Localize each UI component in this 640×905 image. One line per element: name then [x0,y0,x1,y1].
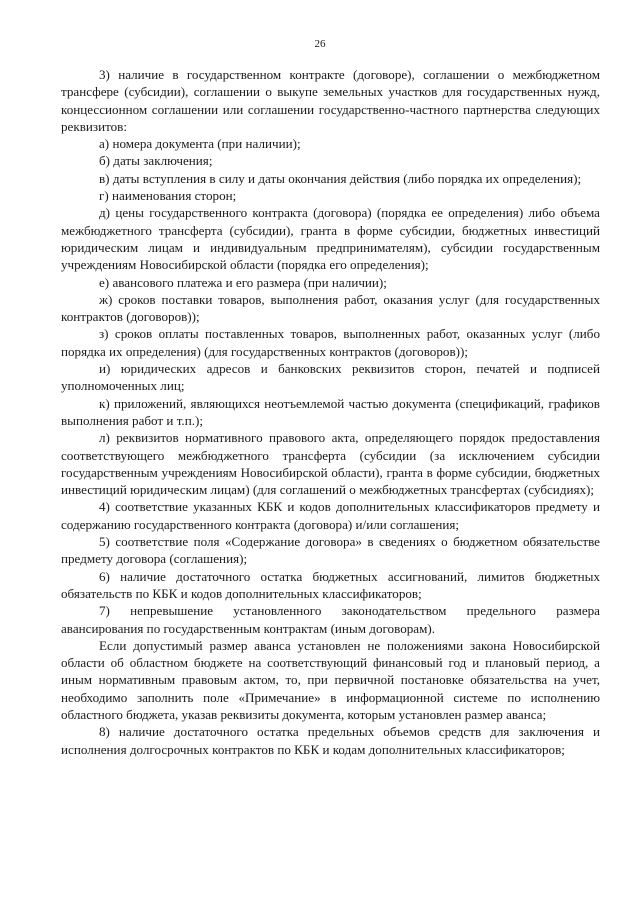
paragraph-subitem-l: л) реквизитов нормативного правового акта, определяющего порядок предоставления соответствующего межбюджетного трансферта (субсидии (за исключением субсидии государственным учреждениям Новосибирской области), гранта в форме субсидии, бюджетных инвестиций юридическим лицам) (для соглашений о межбюджетных трансфертах (субсидиях); [61,430,600,498]
paragraph-subitem-v: в) даты вступления в силу и даты окончания действия (либо порядка их определения); [99,170,582,186]
paragraph-advance-note: Если допустимый размер аванса установлен не положениями закона Новосибирской области об областном бюджете на соответствующий финансовый год и плановый период, а иным нормативным правовым актом, то, при первичной постановке обязательства на учет, необходимо заполнить поле «Примечание» в информационной системе по исполнению областного бюджета, указав реквизиты документа, которым установлен размер аванса; [61,637,600,722]
paragraph-subitem-i: и) юридических адресов и банковских реквизитов сторон, печатей и подписей уполномоченных лиц; [61,361,600,394]
paragraph-item-4: 4) соответствие указанных КБК и кодов дополнительных классификаторов предмету и содержанию государственного контракта (договора) и/или соглашения; [61,499,600,532]
paragraph-subitem-a: а) номера документа (при наличии); [99,136,301,152]
paragraph-item-6: 6) наличие достаточного остатка бюджетных ассигнований, лимитов бюджетных обязательств по КБК и кодов дополнительных классификаторов; [61,568,600,601]
document-body [61,66,600,758]
paragraph-subitem-e: е) авансового платежа и его размера (при наличии); [99,274,387,290]
paragraph-subitem-zh: ж) сроков поставки товаров, выполнения работ, оказания услуг (для государственных контрактов (договоров)); [61,291,600,325]
paragraph-item-8: 8) наличие достаточного остатка предельных объемов средств для заключения и исполнения долгосрочных контрактов по КБК и кодам дополнительных классификаторов; [61,724,600,757]
paragraph-subitem-z: з) сроков оплаты поставленных товаров, выполненных работ, оказанных услуг (либо порядка их определения) (для государственных контрактов (договоров)); [61,326,600,359]
paragraph-subitem-g: г) наименования сторон; [99,188,237,204]
page-number: 26 [314,38,326,50]
paragraph-subitem-k: к) приложений, являющихся неотъемлемой частью документа (спецификаций, графиков выполнения работ и т.п.); [61,395,600,428]
paragraph-item-5: 5) соответствие поля «Содержание договора» в сведениях о бюджетном обязательстве предмету договора (соглашения); [61,534,600,567]
paragraph-item-7: 7) непревышение установленного законодательством предельного размера авансирования по государственным контрактам (иным договорам). [61,603,600,636]
paragraph-subitem-b: б) даты заключения; [99,153,213,169]
paragraph-item-3: 3) наличие в государственном контракте (договоре), соглашении о межбюджетном трансфере (субсидии), соглашении о выкупе земельных участков для государственных нужд, концессионном соглашении или соглашении государственно-частного партнерства следующих реквизитов: [61,67,600,134]
paragraph-subitem-d: д) цены государственного контракта (договора) (порядка ее определения) либо объема межбюджетного трансферта (субсидии), гранта в форме субсидии, бюджетных инвестиций юридическим лицам и индивидуальным предпринимателям), субсидии государственным учреждениям Новосибирской области (порядка его определения); [61,205,600,273]
